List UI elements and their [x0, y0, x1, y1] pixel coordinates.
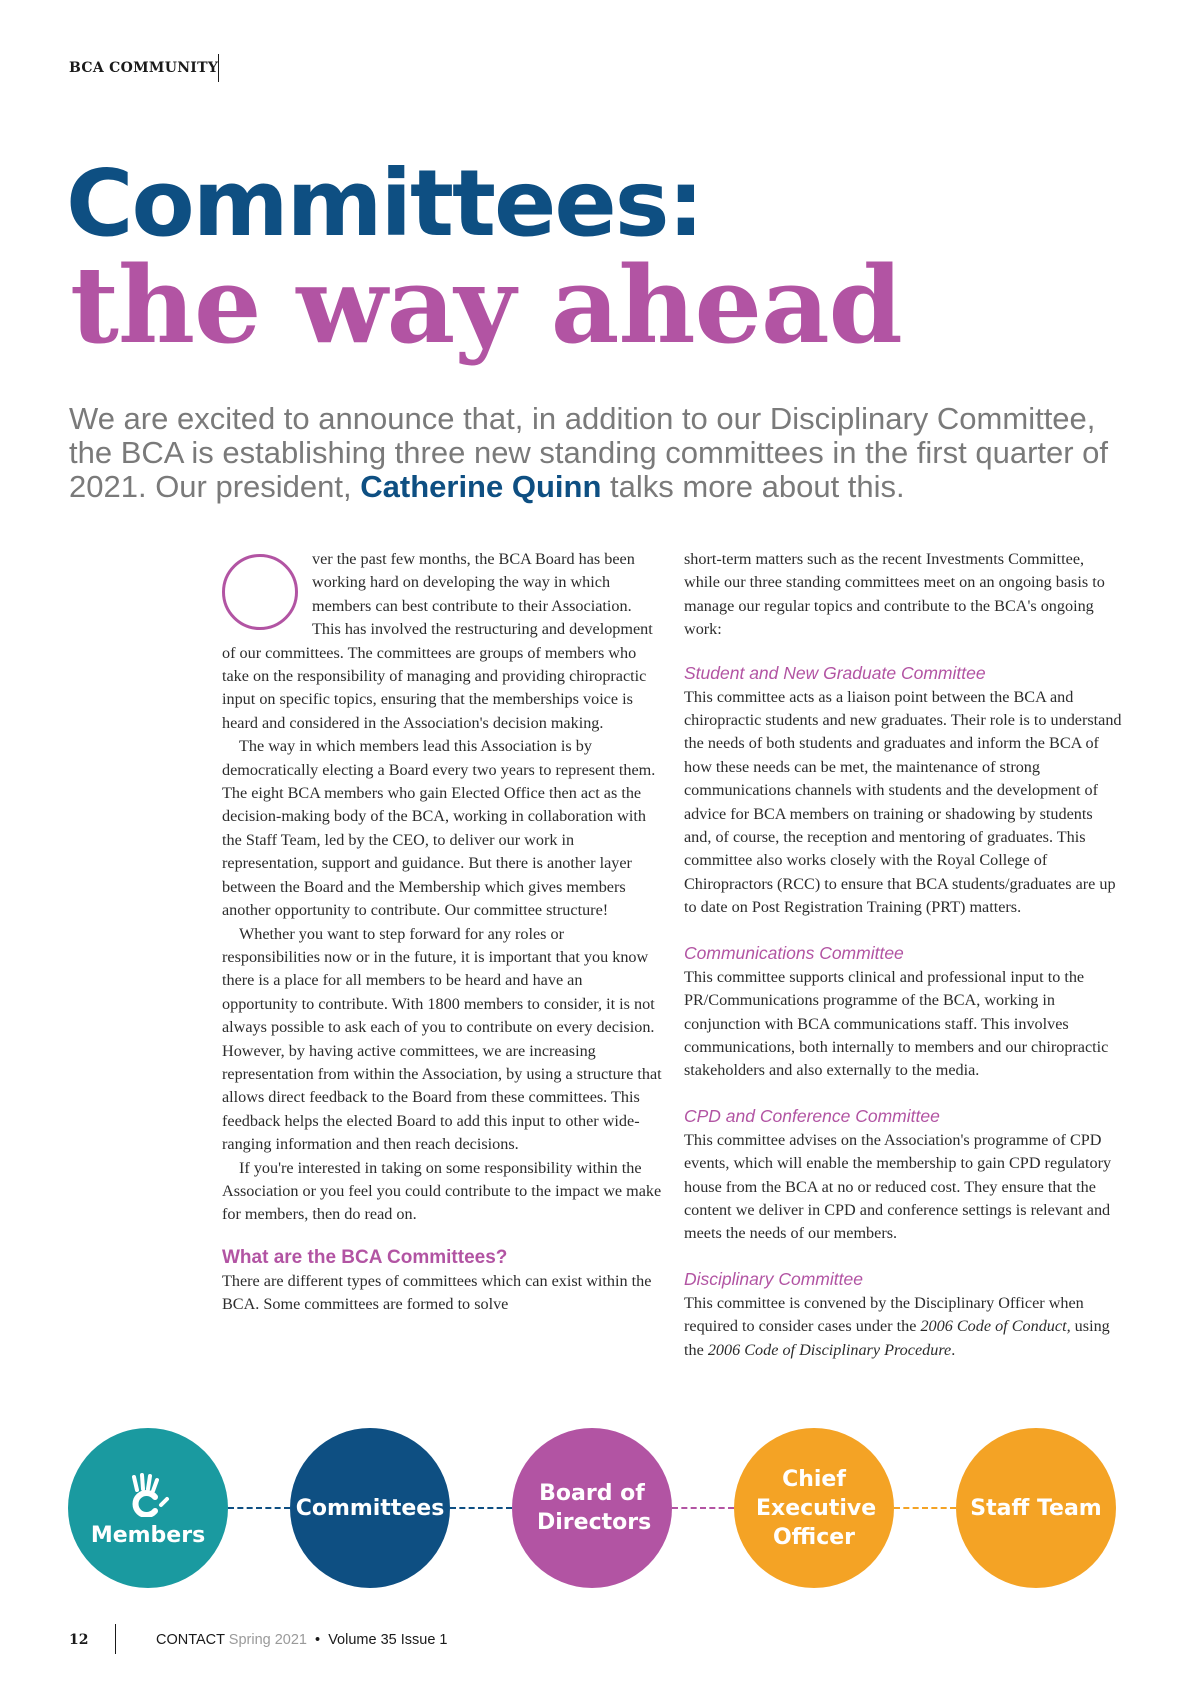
connector-line — [228, 1507, 290, 1509]
diagram-node-board — [512, 1428, 672, 1588]
article-subtitle: the way ahead — [70, 242, 902, 367]
right-column — [684, 548, 1122, 1362]
diagram-node-committees — [290, 1428, 450, 1588]
disciplinary-procedure-ref: 2006 Code of Disciplinary Procedure — [707, 1340, 952, 1359]
diagram-node-staff — [956, 1428, 1116, 1588]
committee-description: This committee supports clinical and professional input to the PR/Communications programme of the BCA, working in conjunction with BCA communications staff. This involves communications, both internally to members and our chiropractic stakeholders and also externally to the media. — [684, 967, 1109, 1080]
hand-c-logo-icon — [125, 1473, 171, 1517]
text: This committee is convened by the Disciplinary Officer when required to consider cases under the — [684, 1293, 1084, 1336]
publication-volume: Volume 35 Issue 1 — [328, 1632, 448, 1648]
code-of-conduct-ref: 2006 Code of Conduct, — [920, 1317, 1071, 1336]
node-label: Chief Executive Officer — [756, 1466, 877, 1550]
paragraph: The way in which members lead this Association is by democratically electing a Board every two years to represent them. The eight BCA members who gain Elected Office then act as the decision-making body of the BCA, working in collaboration with the Staff Team, led by the CEO, to deliver our work in representation, support and guidance. But there is another layer between the Board and the Membership which gives members another opportunity to contribute. Our committee structure! — [222, 737, 656, 920]
publication-season: Spring 2021 — [228, 1632, 307, 1648]
paragraph: short-term matters such as the recent Investments Committee, while our three standing committees meet on an ongoing basis to manage our regular topics and contribute to the BCA's ongoing work: — [684, 550, 1105, 639]
committee-heading-disciplinary: Disciplinary Committee — [684, 1268, 863, 1289]
standfirst-tail: talks more about this. — [610, 469, 905, 504]
paragraph: If you're interested in taking on some responsibility within the Association or you feel you could contribute to the impact we make for members, then do read on. — [222, 1158, 662, 1224]
diagram-node-ceo — [734, 1428, 894, 1588]
connector-line — [894, 1507, 956, 1509]
section-divider — [218, 54, 219, 82]
node-label: Members — [90, 1522, 206, 1548]
node-label: Board of Directors — [537, 1481, 652, 1535]
drop-cap-o — [222, 554, 298, 630]
text: . — [951, 1340, 956, 1359]
article-title: Committees: — [66, 150, 703, 257]
committee-heading-student: Student and New Graduate Committee — [684, 662, 986, 683]
node-label: Staff Team — [970, 1495, 1102, 1521]
paragraph: There are different types of committees which can exist within the BCA. Some committees are formed to solve — [222, 1271, 652, 1314]
footer-divider — [115, 1624, 116, 1654]
footer-bullet: • — [315, 1632, 321, 1648]
paragraph: Whether you want to step forward for any roles or responsibilities now or in the future, it is important that you know there is a place for all members to be heard and have an opportunity to contribute. With 1800 members to consider, it is not always possible to ask each of you to contribute on every decision. However, by having active committees, we are increasing representation from within the Association, by using a structure that allows direct feedback to the Board from these committees. This feedback helps the elected Board to add this input to other wide-ranging information and then reach decisions. — [222, 924, 662, 1154]
publication-name: CONTACT — [156, 1632, 225, 1648]
standfirst — [69, 402, 1129, 504]
text: using the — [684, 1317, 1110, 1359]
paragraph: ver the past few months, the BCA Board has been working hard on developing the way in which members can best contribute to their Association. This has involved the restructuring and development of our committees. The committees are groups of members who take on the responsibility of managing and providing chiropractic input on specific topics, ensuring that the memberships voice is heard and considered in the Association's decision making. — [222, 550, 653, 732]
committee-description — [684, 1292, 1122, 1362]
author-name: Catherine Quinn — [360, 469, 602, 504]
node-label: Committees — [295, 1495, 445, 1521]
committee-description: This committee advises on the Association's programme of CPD events, which will enable the membership to gain CPD regulatory house from the BCA at no or reduced cost. They ensure that the content we deliver in CPD and conference settings is relevant and meets the needs of our members. — [684, 1130, 1112, 1243]
committee-heading-cpd: CPD and Conference Committee — [684, 1105, 940, 1126]
diagram-node-members — [68, 1428, 228, 1588]
section-label: BCA COMMUNITY — [69, 60, 219, 76]
page-number: 12 — [69, 1632, 89, 1648]
connector-line — [450, 1507, 512, 1509]
section-heading: What are the BCA Committees? — [222, 1246, 508, 1268]
committee-description: This committee acts as a liaison point between the BCA and chiropractic students and new graduates. Their role is to understand the needs of both students and graduates and inform the BCA of how these needs can be met, the maintenance of strong communications channels with students and the development of advice for BCA members on training or shadowing by students and, of course, the reception and mentoring of graduates. This committee also works closely with the Royal College of Chiropractors (RCC) to ensure that BCA students/graduates are up to date on Post Registration Training (PRT) matters. — [684, 687, 1122, 917]
connector-line — [672, 1507, 734, 1509]
standfirst-text: We are excited to announce that, in addition to our Disciplinary Committee, the BCA is establishing three new standing committees in the first quarter of 2021. Our president, — [69, 401, 1109, 504]
committee-heading-communications: Communications Committee — [684, 942, 904, 963]
footer-publication — [156, 1632, 448, 1648]
left-column — [222, 548, 662, 1317]
